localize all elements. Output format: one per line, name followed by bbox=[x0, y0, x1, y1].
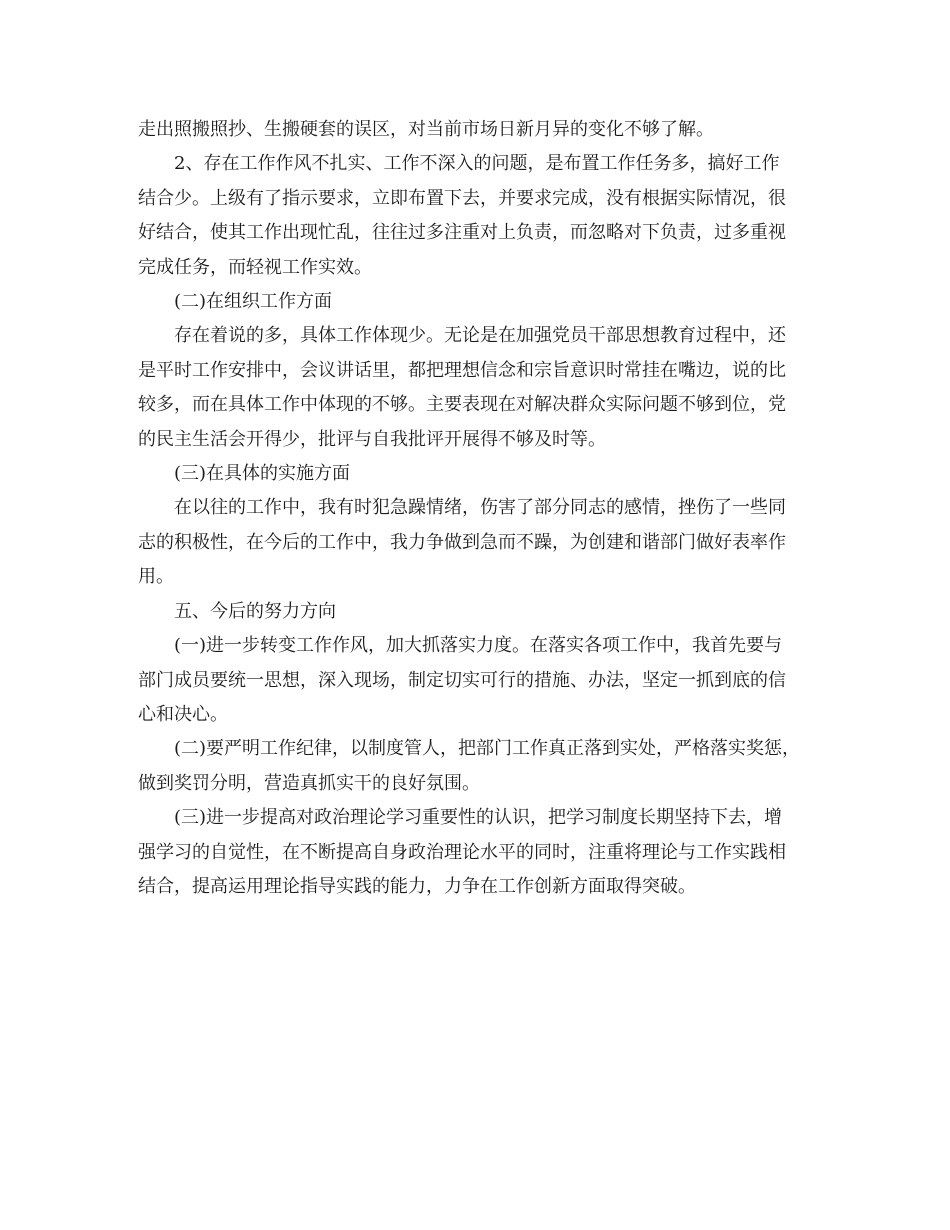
text-line: (三)在具体的实施方面 bbox=[174, 463, 351, 485]
paragraph-direction-3 bbox=[138, 801, 826, 904]
paragraph-problem-2 bbox=[138, 147, 826, 285]
text-line: 做到奖罚分明，营造真抓实干的良好氛围。 bbox=[138, 772, 480, 794]
text-line: 好结合，使其工作出现忙乱，往往过多注重对上负责，而忽略对下负责，过多重视 bbox=[138, 222, 786, 244]
text-line: 志的积极性，在今后的工作中，我力争做到急而不躁，为创建和谐部门做好表率作 bbox=[138, 531, 786, 553]
text-line: 较多，而在具体工作中体现的不够。主要表现在对解决群众实际问题不够到位，党 bbox=[138, 394, 786, 416]
text-line: (二)要严明工作纪律，以制度管人，把部门工作真正落到实处，严格落实奖惩， bbox=[174, 738, 801, 760]
text-line: 完成任务，而轻视工作实效。 bbox=[138, 256, 372, 278]
text-line: 是平时工作安排中，会议讲话里，都把理想信念和宗旨意识时常挂在嘴边，说的比 bbox=[138, 359, 786, 381]
text-line: (三)进一步提高对政治理论学习重要性的认识，把学习制度长期坚持下去，增 bbox=[174, 807, 783, 829]
text-line: 心和决心。 bbox=[138, 703, 228, 725]
paragraph-organization bbox=[138, 319, 826, 457]
text-line: 走出照搬照抄、生搬硬套的误区，对当前市场日新月异的变化不够了解。 bbox=[138, 119, 714, 140]
text-line: 2、存在工作作风不扎实、工作不深入的问题，是布置工作任务多，搞好工作 bbox=[174, 153, 780, 175]
text-line: 强学习的自觉性，在不断提高自身政治理论水平的同时，注重将理论与工作实践相 bbox=[138, 841, 786, 863]
text-line: 部门成员要统一思想，深入现场，制定切实可行的措施、办法，坚定一抓到底的信 bbox=[138, 669, 786, 691]
document-body bbox=[138, 113, 826, 904]
text-line: (二)在组织工作方面 bbox=[174, 291, 333, 313]
paragraph-direction-1 bbox=[138, 629, 826, 732]
text-line: 用。 bbox=[138, 566, 174, 588]
text-line: 结合，提高运用理论指导实践的能力，力争在工作创新方面取得突破。 bbox=[138, 875, 696, 897]
paragraph-implementation bbox=[138, 491, 826, 594]
paragraph-continuation bbox=[138, 113, 826, 147]
section-heading-future-direction bbox=[138, 595, 826, 629]
paragraph-direction-2 bbox=[138, 732, 826, 801]
text-line: 存在着说的多，具体工作体现少。无论是在加强党员干部思想教育过程中，还 bbox=[174, 325, 786, 347]
text-line: 的民主生活会开得少，批评与自我批评开展得不够及时等。 bbox=[138, 428, 606, 450]
section-heading-implementation bbox=[138, 457, 826, 491]
text-line: 五、今后的努力方向 bbox=[174, 600, 336, 622]
text-line: 在以往的工作中，我有时犯急躁情绪，伤害了部分同志的感情，挫伤了一些同 bbox=[174, 497, 786, 519]
text-line: (一)进一步转变工作作风，加大抓落实力度。在落实各项工作中，我首先要与 bbox=[174, 635, 783, 657]
section-heading-organization bbox=[138, 285, 826, 319]
text-line: 结合少。上级有了指示要求，立即布置下去，并要求完成，没有根据实际情况，很 bbox=[138, 187, 786, 209]
